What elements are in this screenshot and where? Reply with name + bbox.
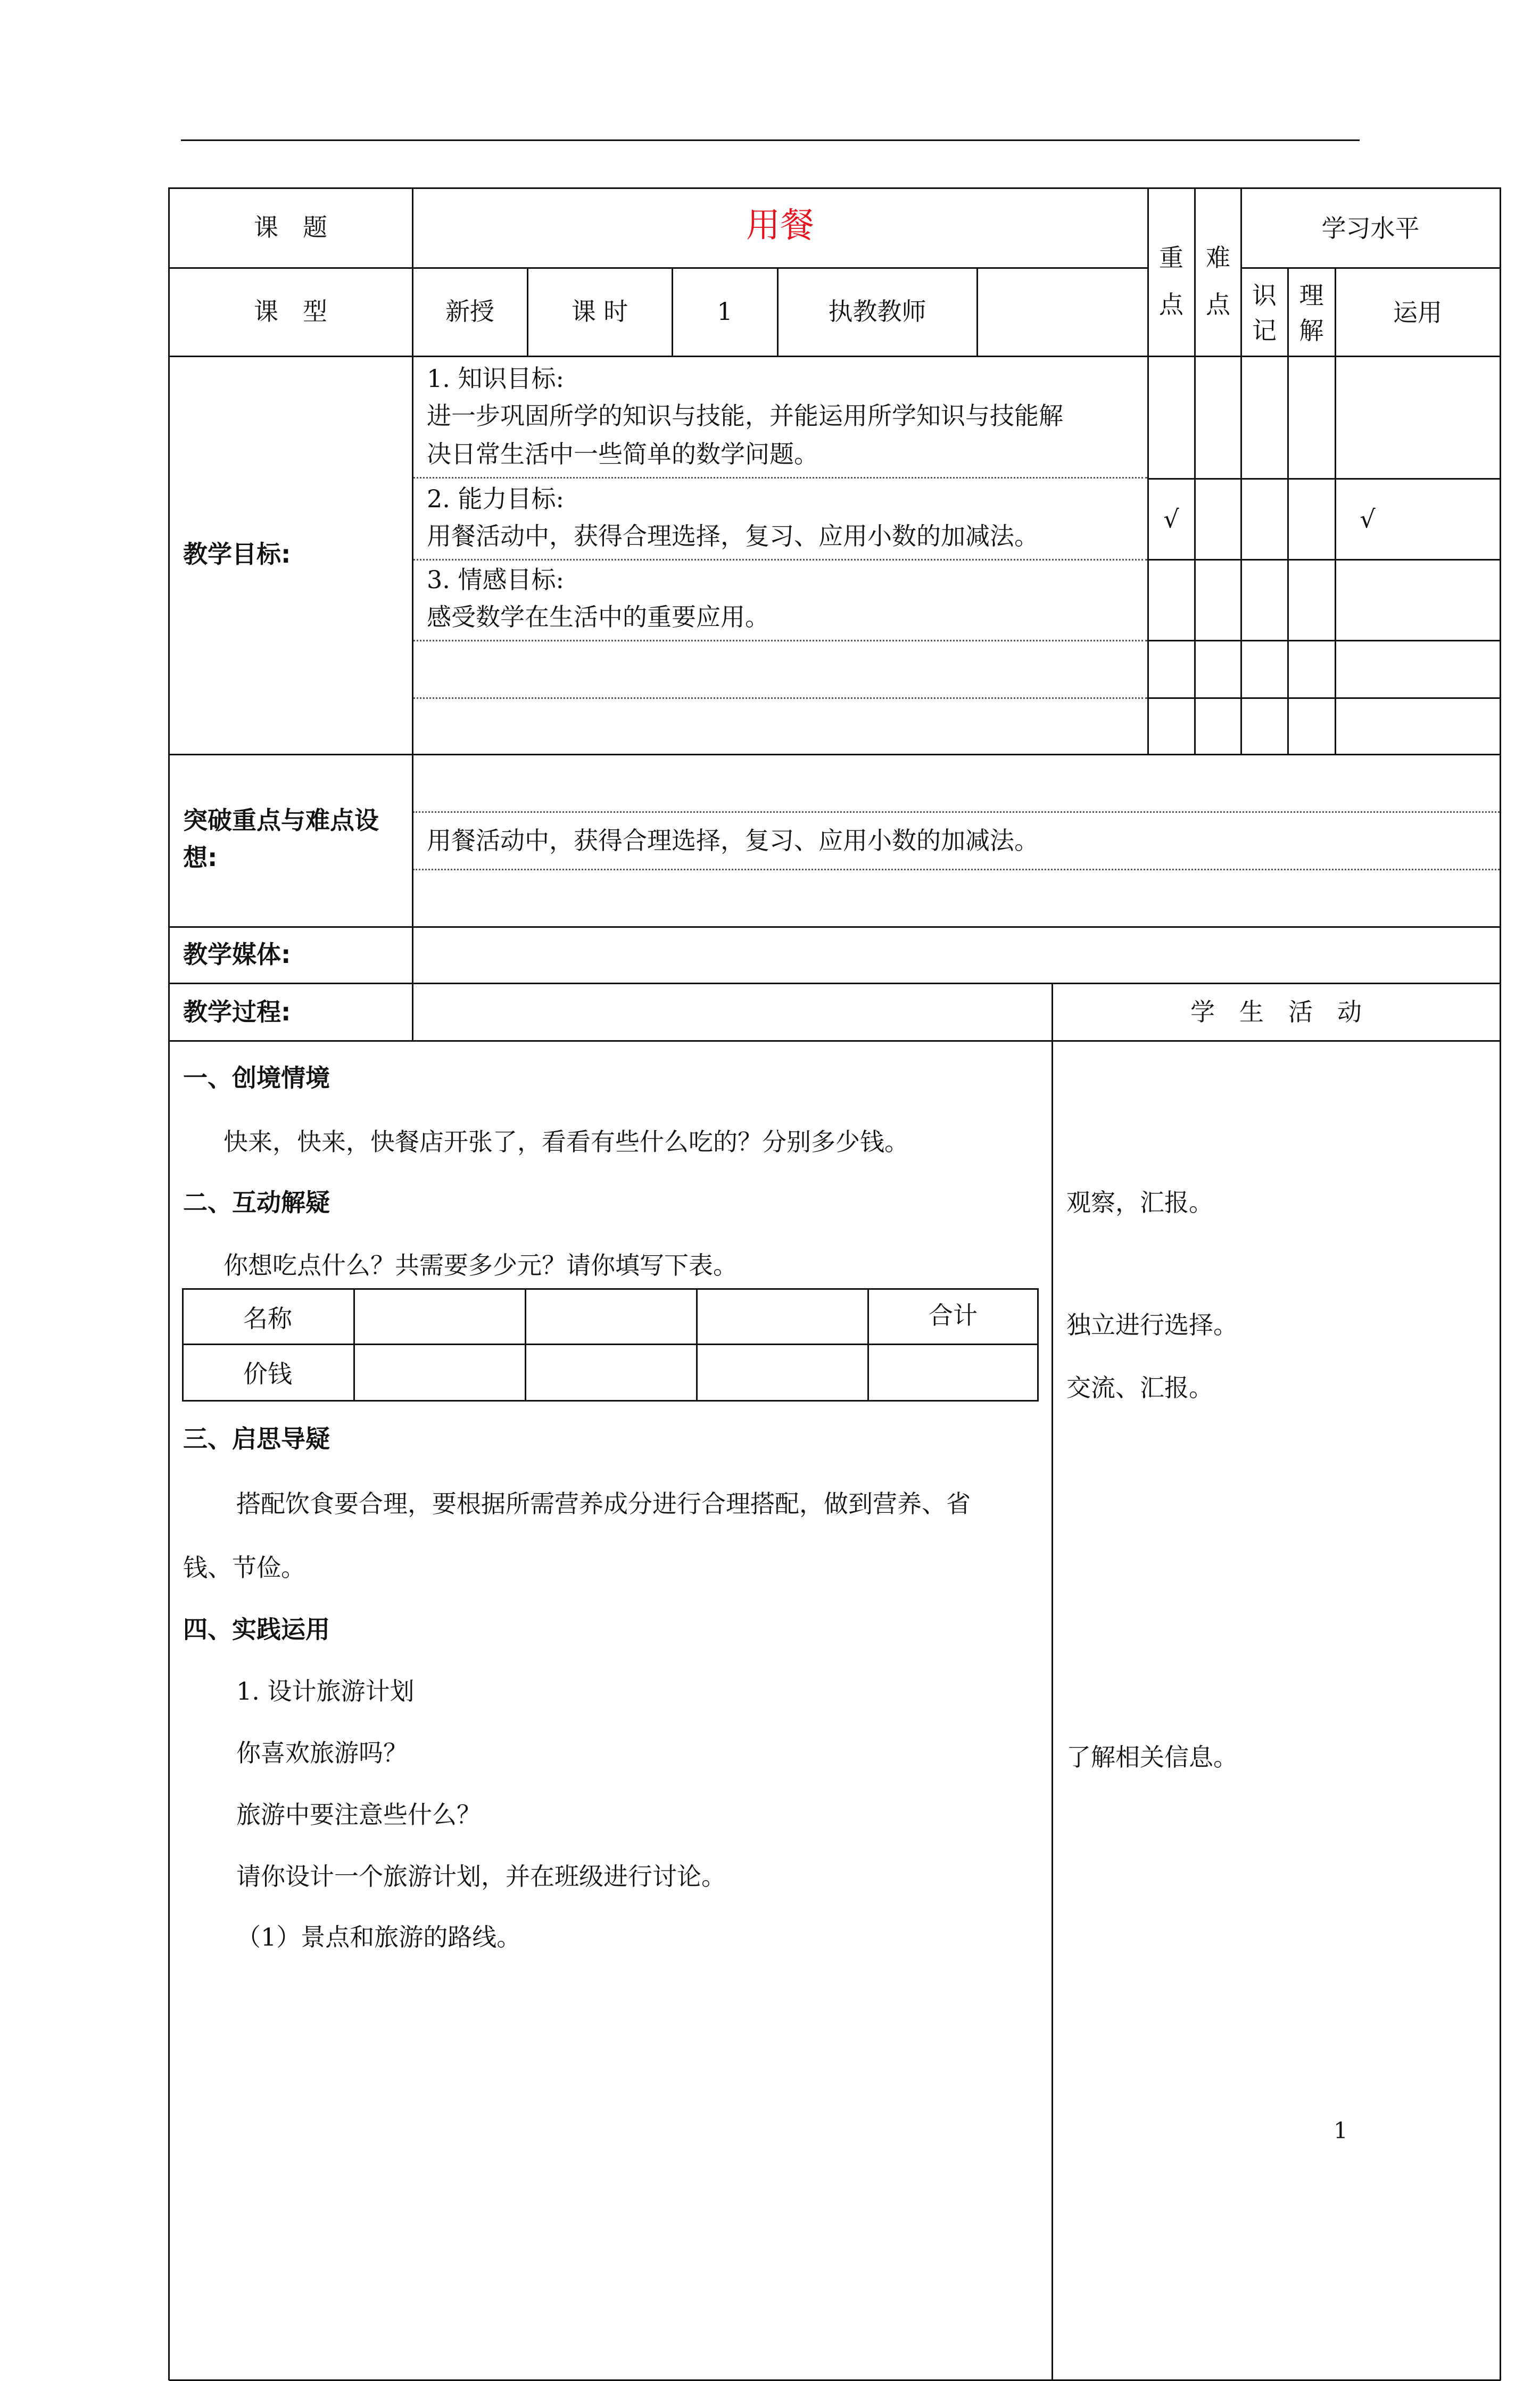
table-line [169,267,1148,269]
subject-label: 课 题 [254,213,327,242]
section-2-text: 你想吃点什么？共需要多少元？请你填写下表。 [223,1251,738,1280]
table-border-left [168,187,170,2380]
dotted-line [413,559,1147,561]
table-border-top [169,187,1501,189]
teacher-label: 执教教师 [828,297,926,326]
activity-observe: 观察，汇报。 [1066,1188,1213,1217]
breakthrough-label-text: 突破重点与难点设想: [183,806,379,872]
table-border-right [1500,187,1501,2380]
table-line [1148,559,1501,561]
objectives-label: 教学目标: [183,540,291,569]
price-table-price-label: 价钱 [243,1360,292,1388]
table-line [1148,697,1501,699]
section-4-item-1: 1. 设计旅游计划 [236,1677,415,1706]
objective-2-key-check: √ [1163,505,1179,533]
table-line [169,754,1501,755]
table-line [1241,267,1501,269]
objective-3-heading: 3. 情感目标: [427,565,565,594]
section-3-heading: 三、启思导疑 [183,1424,330,1453]
table-line [976,267,978,356]
learning-level-header: 学习水平 [1321,214,1420,243]
dotted-line [413,640,1147,641]
type-value: 新授 [445,297,494,326]
price-table-name-label: 名称 [243,1304,292,1333]
objective-2-apply-check: √ [1360,505,1376,533]
hours-value: 1 [717,297,733,326]
dotted-line [413,477,1147,479]
price-table-line [182,1400,1039,1402]
difficulty-header: 难 点 [1206,243,1230,319]
price-table-total-label: 合计 [929,1301,978,1330]
objective-2-line-1: 用餐活动中，获得合理选择，复习、应用小数的加减法。 [427,522,1039,550]
table-line [1051,983,1053,2380]
student-activity-label: 学 生 活 动 [1190,998,1362,1026]
level-remember-header: 识 记 [1252,281,1277,345]
objective-3-line-1: 感受数学在生活中的重要应用。 [427,603,769,631]
level-understand-header: 理 解 [1299,281,1324,345]
section-4-heading: 四、实践运用 [183,1615,330,1644]
price-table-line [525,1288,526,1402]
media-label: 教学媒体: [183,940,291,969]
price-table-line [696,1288,698,1402]
table-line [169,983,1501,984]
table-line [1148,640,1501,641]
section-4-question-1: 你喜欢旅游吗？ [236,1739,408,1767]
activity-choose: 独立进行选择。 [1066,1311,1238,1339]
price-table-line [182,1344,1039,1345]
price-table-line [182,1288,1039,1290]
process-label: 教学过程: [183,998,291,1026]
section-4-question-3: 请你设计一个旅游计划，并在班级进行讨论。 [236,1862,726,1891]
breakthrough-text: 用餐活动中，获得合理选择，复习、应用小数的加减法。 [427,826,1039,855]
lesson-title: 用餐 [746,206,814,245]
header-rule [181,139,1360,141]
objective-1-heading: 1. 知识目标: [427,364,565,393]
key-point-header: 重 点 [1159,243,1183,319]
table-line [169,1040,1501,1042]
section-2-heading: 二、互动解疑 [183,1188,330,1217]
objective-2-heading: 2. 能力目标: [427,484,565,513]
price-table-line [353,1288,355,1402]
section-1-heading: 一、创境情境 [183,1064,330,1092]
dotted-line [413,869,1500,870]
page-number: 1 [1334,2118,1348,2144]
activity-exchange: 交流、汇报。 [1066,1373,1213,1402]
level-apply-header: 运用 [1393,298,1442,327]
dotted-line [413,811,1500,813]
section-3-text-1: 搭配饮食要合理，要根据所需营养成分进行合理搭配，做到营养、省 [236,1489,971,1518]
table-line [1148,478,1501,480]
section-3-text-2: 钱、节俭。 [183,1553,305,1582]
section-4-question-2: 旅游中要注意些什么？ [236,1800,481,1829]
table-line [169,926,1501,928]
objective-1-line-1: 进一步巩固所学的知识与技能，并能运用所学知识与技能解 [427,401,1063,430]
hours-label: 课 时 [571,297,628,326]
table-line [169,356,1501,357]
dotted-line [413,697,1147,699]
type-label: 课 型 [254,297,327,326]
section-4-sub-1: （1）景点和旅游的路线。 [236,1923,521,1951]
objective-1-line-2: 决日常生活中一些简单的数学问题。 [427,440,818,468]
price-table [182,1288,1039,1402]
section-1-text: 快来，快来，快餐店开张了，看看有些什么吃的？分别多少钱。 [223,1127,909,1156]
activity-learn: 了解相关信息。 [1066,1743,1238,1772]
breakthrough-label [183,802,407,876]
